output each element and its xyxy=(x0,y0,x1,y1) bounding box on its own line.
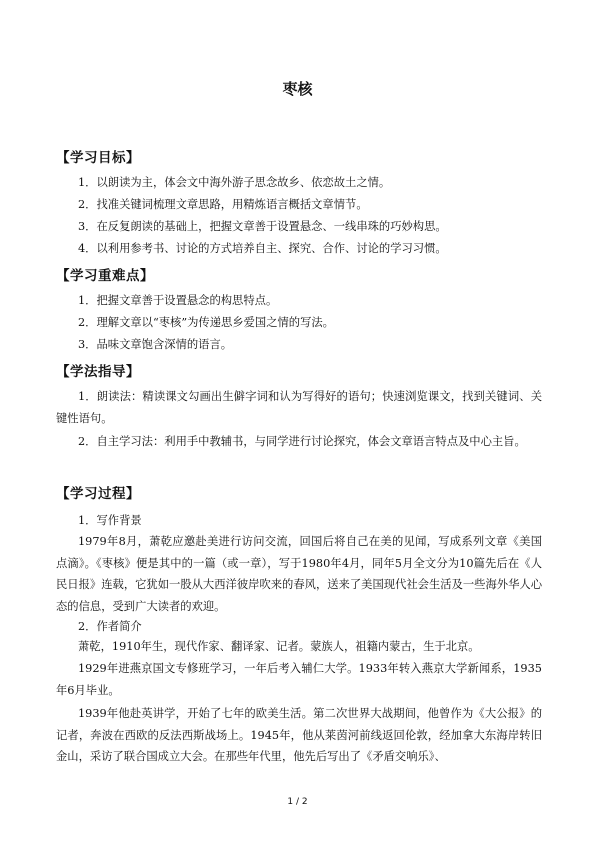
method-paragraph: 2．自主学习法：利用手中教辅书，与同学进行讨论探究，体会文章语言特点及中心主旨。 xyxy=(78,435,526,448)
goals-heading: 【学习目标】 xyxy=(56,150,140,166)
method-heading: 【学法指导】 xyxy=(56,364,140,380)
process-subheading: 1．写作背景 xyxy=(78,514,142,527)
process-subheading: 2．作者简介 xyxy=(78,620,142,633)
goal-item: 3．在反复朗读的基础上，把握文章善于设置悬念、一线串珠的巧妙构思。 xyxy=(78,220,447,233)
goal-item: 1．以朗读为主，体会文中海外游子思念故乡、依恋故土之情。 xyxy=(78,176,391,189)
key-points-heading: 【学习重难点】 xyxy=(56,268,154,284)
key-point-item: 3．品味文章饱含深情的语言。 xyxy=(78,338,233,351)
page-number: 1 / 2 xyxy=(287,797,308,807)
goal-item: 4．以利用参考书、讨论的方式培养自主、探究、合作、讨论的学习习惯。 xyxy=(78,242,447,255)
background-paragraph: 1979年8月，萧乾应邀赴美进行访问交流，回国后将自己在美的见闻，写成系列文章《美国点滴》。《枣核》便是其中的一篇（或一章），写于1980年4月，同年5月全文分为10篇先后在《人民日报》连载，它犹如一股从大西洋彼岸吹来的春风，送来了美国现代社会生活及一些海外华人心态的信息，受到广大读者的欢迎。 xyxy=(56,535,542,613)
author-paragraph: 1939年他赴英讲学，开始了七年的欧美生活。第二次世界大战期间，他曾作为《大公报》的记者，奔波在西欧的反法西斯战场上。1945年，他从莱茵河前线返回伦敦，经加拿大东海岸转旧金山，采访了联合国成立大会。在那些年代里，他先后写出了《矛盾交响乐》、 xyxy=(56,707,542,763)
goal-item: 2．找准关键词梳理文章思路，用精炼语言概括文章情节。 xyxy=(78,198,368,211)
process-heading: 【学习过程】 xyxy=(56,486,140,502)
key-point-item: 2．理解文章以“枣核”为传递思乡爱国之情的写法。 xyxy=(78,316,334,329)
author-paragraph: 1929年进燕京国文专修班学习，一年后考入辅仁大学。1933年转入燕京大学新闻系，1935年6月毕业。 xyxy=(56,662,542,697)
method-paragraph: 1．朗读法：精读课文勾画出生僻字词和认为写得好的语句；快速浏览课文，找到关键词、关键性语句。 xyxy=(56,390,542,425)
page-title: 枣核 xyxy=(282,80,313,98)
author-paragraph: 萧乾，1910年生，现代作家、翻译家、记者。蒙族人，祖籍内蒙古，生于北京。 xyxy=(78,640,480,653)
key-point-item: 1．把握文章善于设置悬念的构思特点。 xyxy=(78,294,278,307)
